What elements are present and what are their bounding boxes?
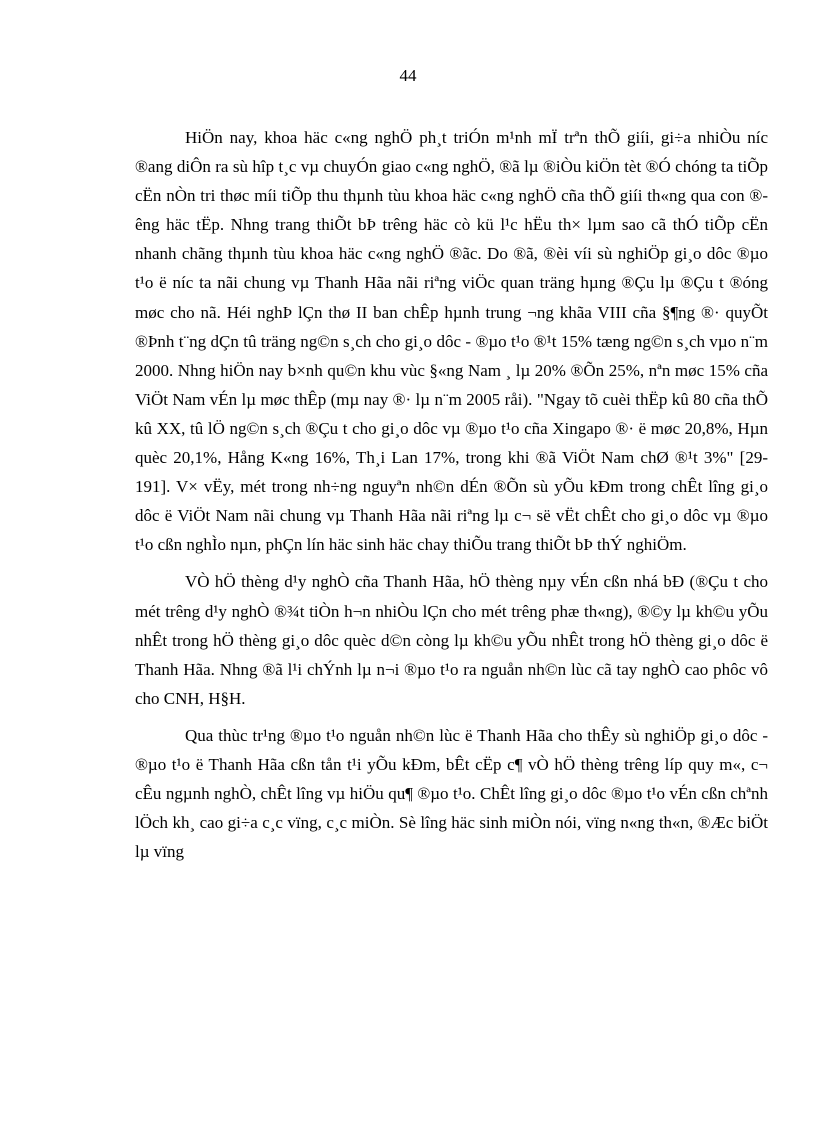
paragraph-3: Qua thùc tr¹ng ®µo t¹o nguån nh©n lùc ë Thanh Hãa cho thÊy sù nghiÖp gi¸o dôc - ®µo t¹o ë Thanh Hãa cßn tån t¹i yÕu kÐm, bÊt cËp c¶ vÒ hÖ thèng trêng líp quy m«, c¬ cÊu ngµnh nghÒ, chÊt lîng vµ hiÖu qu¶ ®µo t¹o. ChÊt lîng gi¸o dôc ®µo t¹o vÉn cßn chªnh lÖch kh¸ cao gi÷a c¸c vïng, c¸c miÒn. Sè lîng häc sinh miÒn nói, vïng n«ng th«n, ®Æc biÖt lµ vïng bbox=[135, 725, 768, 862]
paragraph-2: VÒ hÖ thèng d¹y nghÒ cña Thanh Hãa, hÖ thèng nµy vÉn cßn nhá bÐ (®Çu t cho mét trêng d¹y nghÒ ®¾t tiÒn h¬n nhiÒu lÇn cho mét trêng phæ th«ng), ®©y lµ kh©u yÕu nhÊt trong hÖ thèng gi¸o dôc quèc d©n còng lµ kh©u yÕu nhÊt trong hÖ thèng gi¸o dôc ë Thanh Hãa. Nhng ®ã l¹i chÝnh lµ n¬i ®µo t¹o ra nguån nh©n lùc cã tay nghÒ cao phôc vô cho CNH, H§H. bbox=[135, 572, 768, 708]
paragraph-1: HiÖn nay, khoa häc c«ng nghÖ ph¸t triÓn m¹nh mÏ trªn thÕ giíi, gi÷a nhiÒu níc ®ang diÔn ra sù hîp t¸c vµ chuyÓn giao c«ng nghÖ, ®ã lµ ®iÒu kiÖn tèt ®Ó chóng ta tiÕp cËn nÒn tri thøc míi tiÕp thu thµnh tùu khoa häc c«ng nghÖ cña thÕ giíi th«ng qua con ®êng häc tËp. Nhng trang thiÕt bÞ trêng häc cò kü l¹c hËu th× lµm sao cã thÓ tiÕp cËn nhanh chãng thµnh tùu khoa häc c«ng nghÖ ®ãc. Do ®ã, ®èi víi sù nghiÖp gi¸o dôc ®µo t¹o ë níc ta nãi chung vµ Thanh Hãa nãi riªng viÖc quan träng hµng ®Çu lµ ®Çu t ®óng møc cho nã. Héi nghÞ lÇn thø II ban chÊp hµnh trung ¬ng khãa VIII cña §¶ng ®· quyÕt ®Þnh t¨ng dÇn tû träng ng©n s¸ch cho gi¸o dôc - ®µo t¹o ®¹t 15% tæng ng©n s¸ch vµo n¨m 2000. Nhng hiÖn nay b×nh qu©n khu vùc §«ng Nam ¸ lµ 20% ®Õn 25%, nªn møc 15% cña ViÖt Nam vÉn lµ møc thÊp (mµ nay ®· lµ n¨m 2005 råi). "Ngay tõ cuèi thËp kû 80 cña thÕ kû XX, tû lÖ ng©n s¸ch ®Çu t cho gi¸o dôc vµ ®µo t¹o cña Xingapo ®· ë møc 20,8%, Hµn quèc 20,1%, Hång K«ng 16%, Th¸i Lan 17%, trong khi ®ã ViÖt Nam chØ ®¹t 3%" [29-191]. V× vËy, mét trong nh÷ng nguyªn nh©n dÉn ®Õn sù yÕu kÐm trong chÊt lîng gi¸o dôc ë ViÖt Nam nãi chung vµ Thanh Hãa nãi riªng lµ c¬ së vËt chÊt cho gi¸o dôc vµ ®µo t¹o cßn nghÌo nµn, phÇn lín häc sinh häc chay thiÕu trang thiÕt bÞ thÝ nghiÖm. bbox=[135, 128, 768, 555]
body-text bbox=[135, 123, 768, 866]
page-number: 44 bbox=[399, 66, 417, 85]
